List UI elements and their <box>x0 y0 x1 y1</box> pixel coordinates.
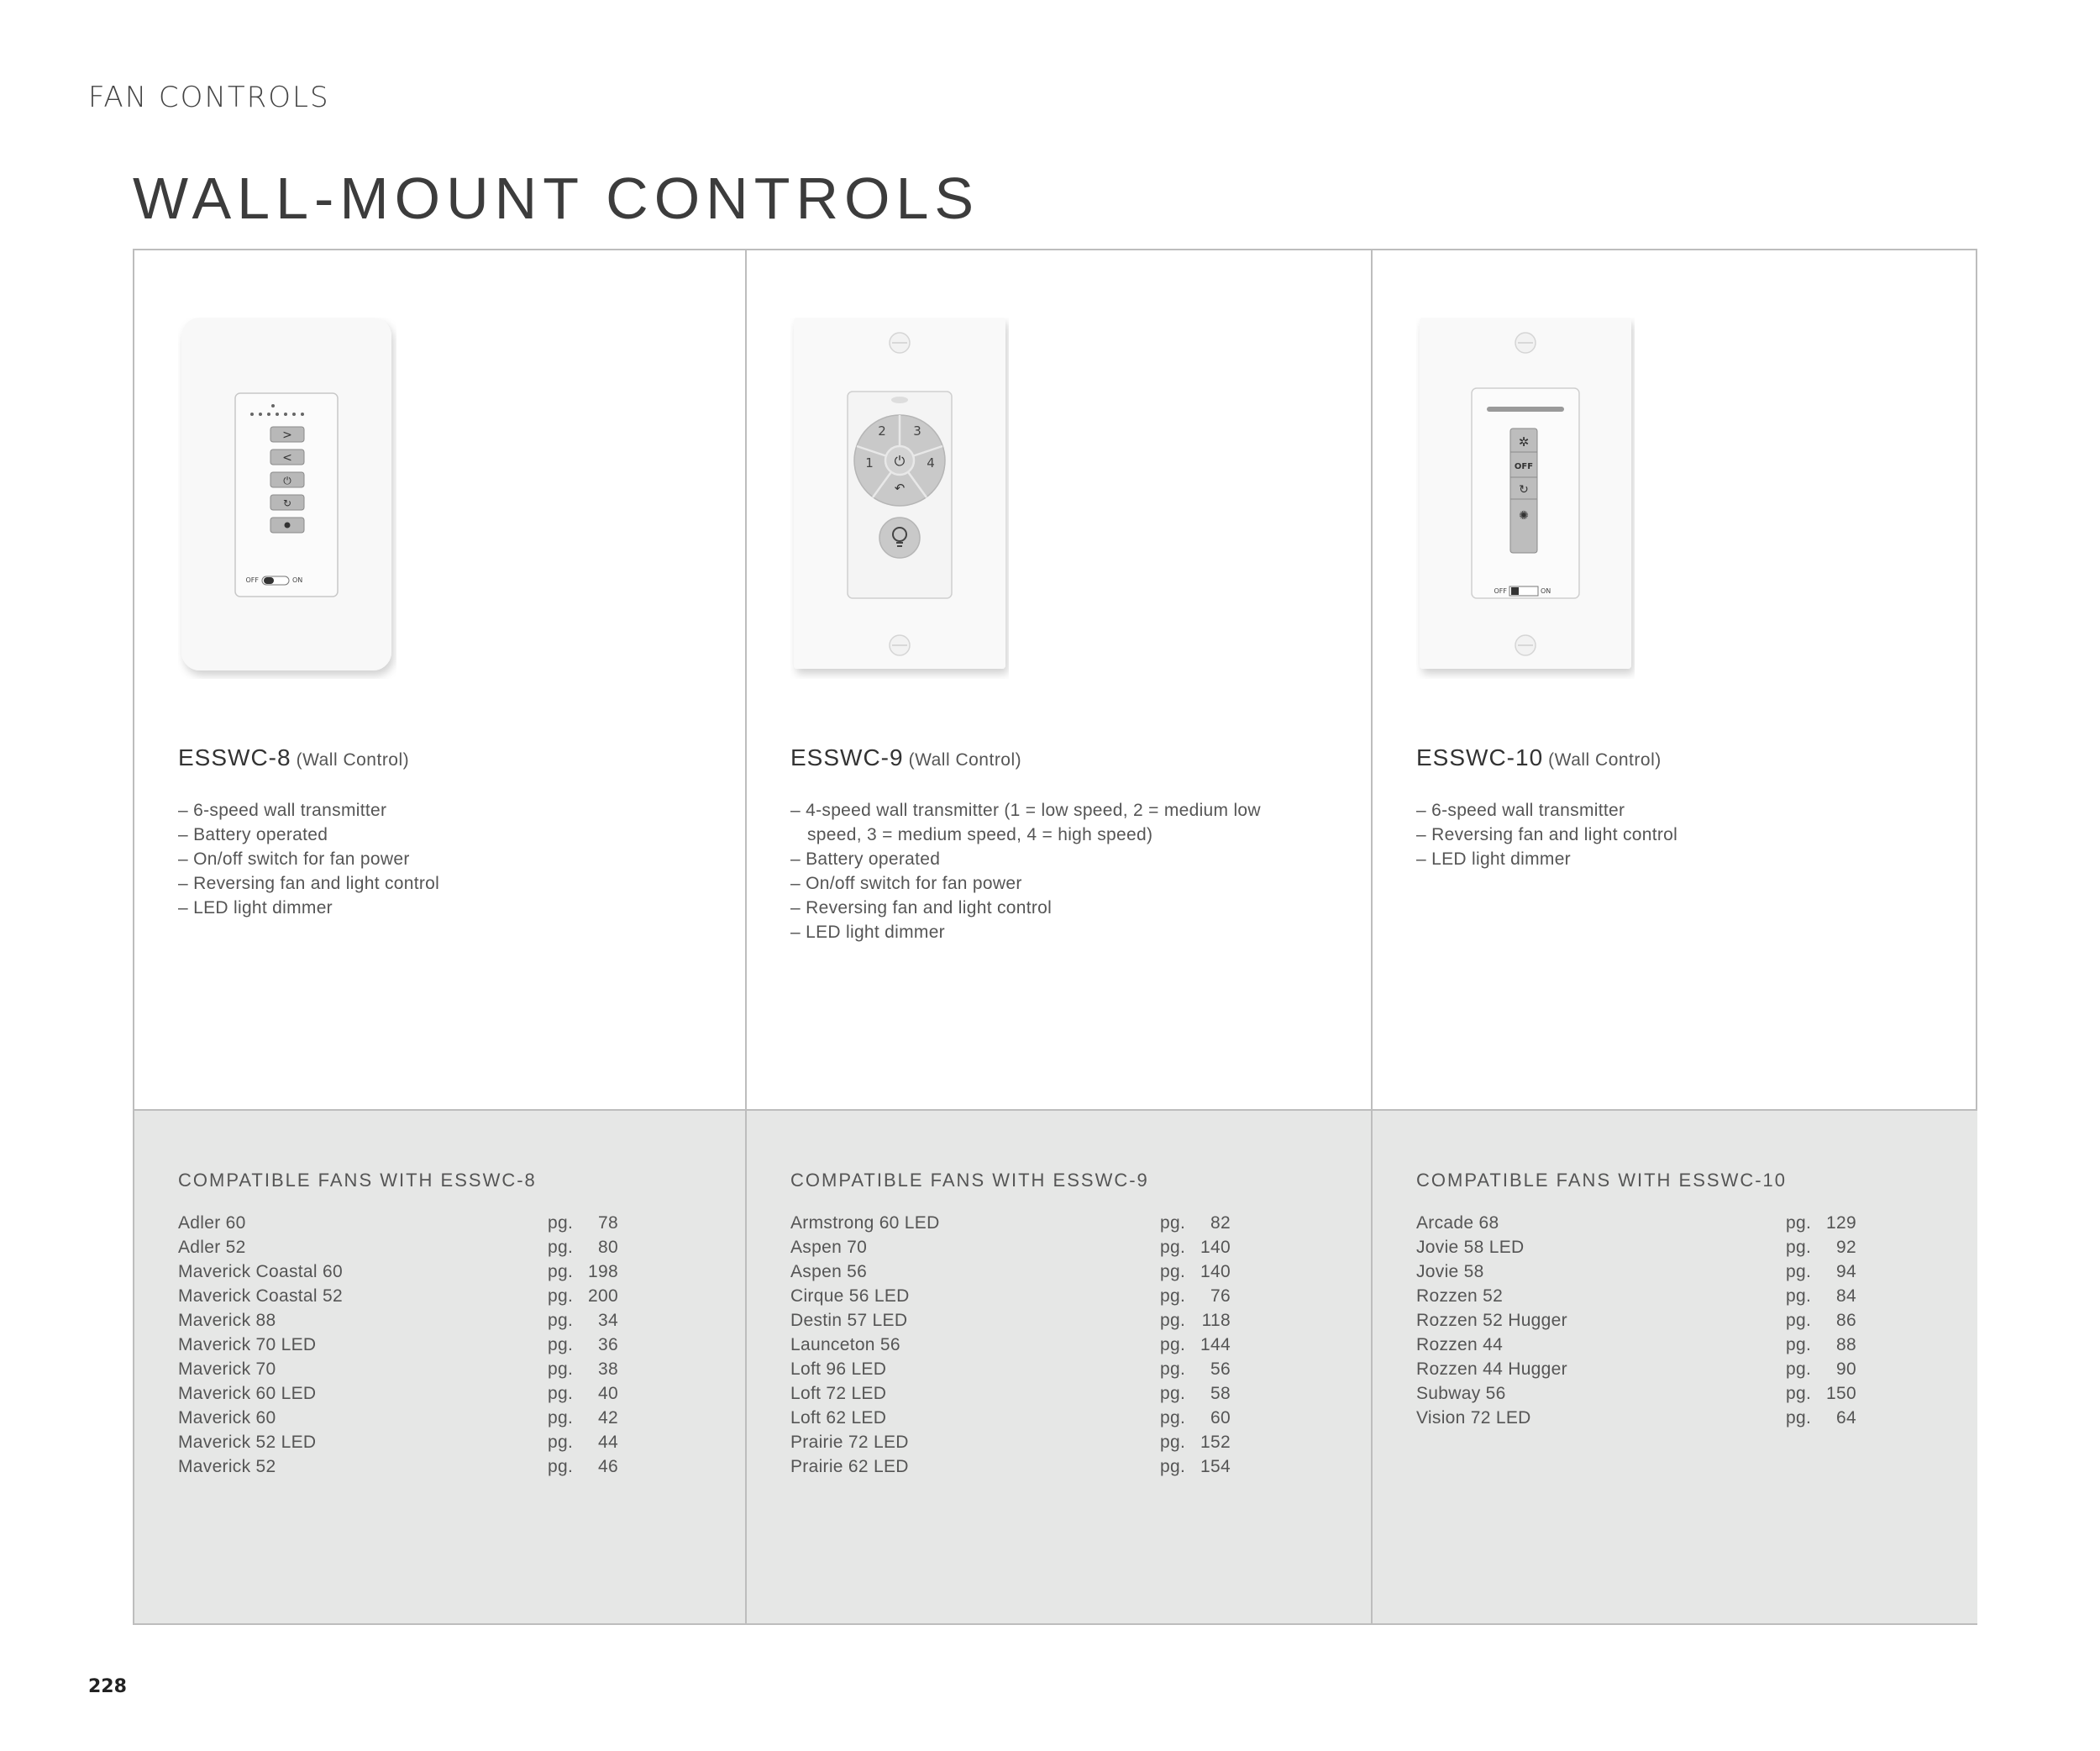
svg-text:<: < <box>282 451 292 465</box>
product-column-esswc-10 <box>1371 250 1977 1623</box>
fan-row <box>1416 1384 1861 1408</box>
feature-item: – Reversing fan and light control <box>1416 823 1677 847</box>
fan-row <box>1416 1335 1861 1359</box>
compatible-title: COMPATIBLE FANS WITH ESSWC-8 <box>178 1170 537 1191</box>
fan-name: Maverick 70 LED <box>178 1335 317 1354</box>
section-label: FAN CONTROLS <box>88 81 330 114</box>
svg-text:✺: ✺ <box>1519 509 1529 523</box>
model-name: ESSWC-10 <box>1416 744 1544 770</box>
fan-row <box>790 1213 1236 1238</box>
fan-name: Adler 52 <box>178 1238 246 1257</box>
fan-row <box>178 1433 623 1457</box>
svg-text:✲: ✲ <box>1518 434 1530 450</box>
fan-name: Aspen 56 <box>790 1262 868 1281</box>
page-label: pg. <box>1160 1359 1186 1379</box>
feature-item: – Battery operated <box>178 823 439 847</box>
page-number-value: 88 <box>1836 1335 1856 1354</box>
page-label: pg. <box>548 1359 574 1379</box>
fan-name: Rozzen 44 <box>1416 1335 1504 1354</box>
page-label: pg. <box>1786 1286 1812 1306</box>
feature-list <box>790 798 1278 944</box>
page-number-value: 58 <box>1210 1384 1231 1403</box>
product-grid <box>133 249 1977 1625</box>
page-number-value: 144 <box>1200 1335 1231 1354</box>
fan-name: Subway 56 <box>1416 1384 1506 1403</box>
page-number-value: 200 <box>588 1286 618 1306</box>
fan-name: Arcade 68 <box>1416 1213 1499 1233</box>
page-number-value: 80 <box>598 1238 618 1257</box>
fan-row <box>790 1359 1236 1384</box>
page-label: pg. <box>1160 1335 1186 1354</box>
wall-control-icon <box>790 318 1009 679</box>
feature-item: – On/off switch for fan power <box>178 847 439 871</box>
page-number-value: 46 <box>598 1457 618 1476</box>
page-number-value: 118 <box>1201 1311 1231 1330</box>
page-number-value: 129 <box>1826 1213 1856 1233</box>
fan-name: Prairie 72 LED <box>790 1433 909 1452</box>
page-label: pg. <box>1786 1335 1812 1354</box>
svg-text:OFF: OFF <box>1514 462 1534 471</box>
fan-name: Jovie 58 LED <box>1416 1238 1525 1257</box>
product-column-esswc-8 <box>134 250 745 1623</box>
page-label: pg. <box>548 1213 574 1233</box>
page-number-value: 198 <box>588 1262 618 1281</box>
page-label: pg. <box>1160 1408 1186 1428</box>
page-number-value: 82 <box>1210 1213 1231 1233</box>
page-number-value: 140 <box>1200 1238 1231 1257</box>
fan-name: Loft 72 LED <box>790 1384 887 1403</box>
page-label: pg. <box>548 1384 574 1403</box>
fan-name: Loft 62 LED <box>790 1408 887 1428</box>
esswc-8-image <box>178 318 396 679</box>
page-label: pg. <box>1160 1213 1186 1233</box>
svg-text:↶: ↶ <box>894 481 906 496</box>
fan-name: Rozzen 44 Hugger <box>1416 1359 1567 1379</box>
fan-row <box>178 1384 623 1408</box>
page-label: pg. <box>1786 1262 1812 1281</box>
fan-row <box>178 1408 623 1433</box>
model-subtitle: (Wall Control) <box>1548 750 1662 770</box>
page-number-value: 40 <box>598 1384 618 1403</box>
product-panel <box>134 250 745 1109</box>
page-label: pg. <box>548 1433 574 1452</box>
page-label: pg. <box>548 1286 574 1306</box>
fan-row <box>1416 1262 1861 1286</box>
fan-row <box>790 1238 1236 1262</box>
page-number-value: 86 <box>1836 1311 1856 1330</box>
product-panel <box>747 250 1371 1109</box>
page-number-value: 36 <box>598 1335 618 1354</box>
page-number-value: 42 <box>598 1408 618 1428</box>
fan-name: Cirque 56 LED <box>790 1286 910 1306</box>
fan-name: Maverick 60 <box>178 1408 276 1428</box>
product-title <box>1416 744 1662 771</box>
fan-name: Launceton 56 <box>790 1335 900 1354</box>
page-number-value: 154 <box>1200 1457 1231 1476</box>
feature-item: – Reversing fan and light control <box>178 871 439 896</box>
page-number-value: 152 <box>1200 1433 1231 1452</box>
fan-name: Vision 72 LED <box>1416 1408 1531 1428</box>
page-label: pg. <box>1160 1238 1186 1257</box>
model-name: ESSWC-9 <box>790 744 904 770</box>
feature-item: – LED light dimmer <box>1416 847 1677 871</box>
fan-row <box>178 1262 623 1286</box>
fan-list <box>1416 1213 1861 1433</box>
svg-text:1: 1 <box>865 455 874 471</box>
page-number-value: 60 <box>1210 1408 1231 1428</box>
svg-text:↻: ↻ <box>1519 483 1529 497</box>
compatible-panel <box>1373 1109 1977 1623</box>
svg-text:>: > <box>282 429 292 442</box>
fan-name: Maverick Coastal 52 <box>178 1286 343 1306</box>
page-label: pg. <box>1786 1408 1812 1428</box>
fan-row <box>1416 1238 1861 1262</box>
page-number-value: 64 <box>1836 1408 1856 1428</box>
page-label: pg. <box>548 1408 574 1428</box>
fan-row <box>178 1457 623 1481</box>
fan-name: Rozzen 52 <box>1416 1286 1504 1306</box>
page-label: pg. <box>1786 1311 1812 1330</box>
page-label: pg. <box>548 1262 574 1281</box>
page-label: pg. <box>1160 1457 1186 1476</box>
wall-control-icon <box>1416 318 1635 679</box>
svg-text:⏻: ⏻ <box>283 475 291 486</box>
fan-name: Maverick 88 <box>178 1311 276 1330</box>
feature-item: – 4-speed wall transmitter (1 = low speed, 2 = medium low speed, 3 = medium speed, 4 = high speed) <box>790 798 1278 847</box>
fan-name: Maverick 70 <box>178 1359 276 1379</box>
fan-row <box>1416 1359 1861 1384</box>
fan-row <box>178 1335 623 1359</box>
fan-row <box>790 1286 1236 1311</box>
feature-item: – 6-speed wall transmitter <box>178 798 439 823</box>
fan-name: Jovie 58 <box>1416 1262 1484 1281</box>
page-label: pg. <box>1786 1213 1812 1233</box>
page-label: pg. <box>1160 1286 1186 1306</box>
compatible-title: COMPATIBLE FANS WITH ESSWC-9 <box>790 1170 1149 1191</box>
page-label: pg. <box>548 1335 574 1354</box>
page-label: pg. <box>1160 1433 1186 1452</box>
product-panel <box>1373 250 1977 1109</box>
page-number-value: 44 <box>598 1433 618 1452</box>
svg-text:⏻: ⏻ <box>894 453 906 469</box>
fan-row <box>178 1238 623 1262</box>
fan-row <box>1416 1311 1861 1335</box>
fan-name: Maverick 52 <box>178 1457 276 1476</box>
page-label: pg. <box>1786 1359 1812 1379</box>
product-title <box>790 744 1021 771</box>
page-label: pg. <box>1160 1262 1186 1281</box>
page-number-value: 56 <box>1210 1359 1231 1379</box>
compatible-panel <box>134 1109 745 1623</box>
page-label: pg. <box>548 1457 574 1476</box>
fan-row <box>790 1335 1236 1359</box>
feature-item: – Battery operated <box>790 847 1278 871</box>
page-label: pg. <box>1786 1238 1812 1257</box>
feature-list <box>1416 798 1677 871</box>
page-label: pg. <box>548 1238 574 1257</box>
page-number-value: 94 <box>1836 1262 1856 1281</box>
fan-list <box>178 1213 623 1481</box>
fan-name: Maverick 52 LED <box>178 1433 317 1452</box>
svg-text:ON: ON <box>1541 587 1551 595</box>
fan-row <box>1416 1213 1861 1238</box>
svg-text:3: 3 <box>913 423 921 439</box>
feature-list <box>178 798 439 920</box>
esswc-10-image <box>1416 318 1635 679</box>
compatible-title: COMPATIBLE FANS WITH ESSWC-10 <box>1416 1170 1788 1191</box>
fan-row <box>178 1286 623 1311</box>
page-label: pg. <box>548 1311 574 1330</box>
fan-row <box>178 1359 623 1384</box>
fan-list <box>790 1213 1236 1481</box>
fan-name: Maverick Coastal 60 <box>178 1262 343 1281</box>
fan-name: Prairie 62 LED <box>790 1457 909 1476</box>
wall-control-icon <box>178 318 396 679</box>
fan-row <box>790 1262 1236 1286</box>
svg-text:ON: ON <box>292 576 303 584</box>
feature-item: – Reversing fan and light control <box>790 896 1278 920</box>
fan-row <box>790 1457 1236 1481</box>
esswc-9-image <box>790 318 1009 679</box>
page-number-value: 84 <box>1836 1286 1856 1306</box>
page-label: pg. <box>1160 1311 1186 1330</box>
fan-name: Destin 57 LED <box>790 1311 908 1330</box>
feature-item: – LED light dimmer <box>790 920 1278 944</box>
page-label: pg. <box>1160 1384 1186 1403</box>
product-column-esswc-9 <box>745 250 1371 1623</box>
fan-name: Rozzen 52 Hugger <box>1416 1311 1567 1330</box>
page-number: 228 <box>88 1676 127 1697</box>
fan-name: Loft 96 LED <box>790 1359 887 1379</box>
fan-row <box>1416 1286 1861 1311</box>
page-title: WALL-MOUNT CONTROLS <box>133 166 980 231</box>
feature-item: – On/off switch for fan power <box>790 871 1278 896</box>
compatible-panel <box>747 1109 1371 1623</box>
fan-row <box>790 1433 1236 1457</box>
svg-text:OFF: OFF <box>1494 587 1507 595</box>
fan-row <box>790 1311 1236 1335</box>
page-number-value: 76 <box>1210 1286 1231 1306</box>
fan-name: Adler 60 <box>178 1213 246 1233</box>
svg-text:OFF: OFF <box>245 576 259 584</box>
page-number-value: 38 <box>598 1359 618 1379</box>
svg-text:4: 4 <box>927 455 935 471</box>
page-number-value: 78 <box>598 1213 618 1233</box>
feature-item: – LED light dimmer <box>178 896 439 920</box>
model-subtitle: (Wall Control) <box>908 750 1022 770</box>
page-number-value: 34 <box>598 1311 618 1330</box>
model-subtitle: (Wall Control) <box>296 750 410 770</box>
page-number-value: 140 <box>1200 1262 1231 1281</box>
page-number-value: 92 <box>1836 1238 1856 1257</box>
fan-row <box>790 1384 1236 1408</box>
fan-name: Maverick 60 LED <box>178 1384 317 1403</box>
fan-row <box>790 1408 1236 1433</box>
product-title <box>178 744 409 771</box>
model-name: ESSWC-8 <box>178 744 291 770</box>
fan-row <box>178 1311 623 1335</box>
svg-text:↻: ↻ <box>282 497 292 509</box>
fan-row <box>178 1213 623 1238</box>
fan-row <box>1416 1408 1861 1433</box>
page-number-value: 150 <box>1826 1384 1856 1403</box>
page-number-value: 90 <box>1836 1359 1856 1379</box>
page-label: pg. <box>1786 1384 1812 1403</box>
svg-text:2: 2 <box>878 423 886 439</box>
fan-name: Armstrong 60 LED <box>790 1213 940 1233</box>
fan-name: Aspen 70 <box>790 1238 868 1257</box>
feature-item: – 6-speed wall transmitter <box>1416 798 1677 823</box>
